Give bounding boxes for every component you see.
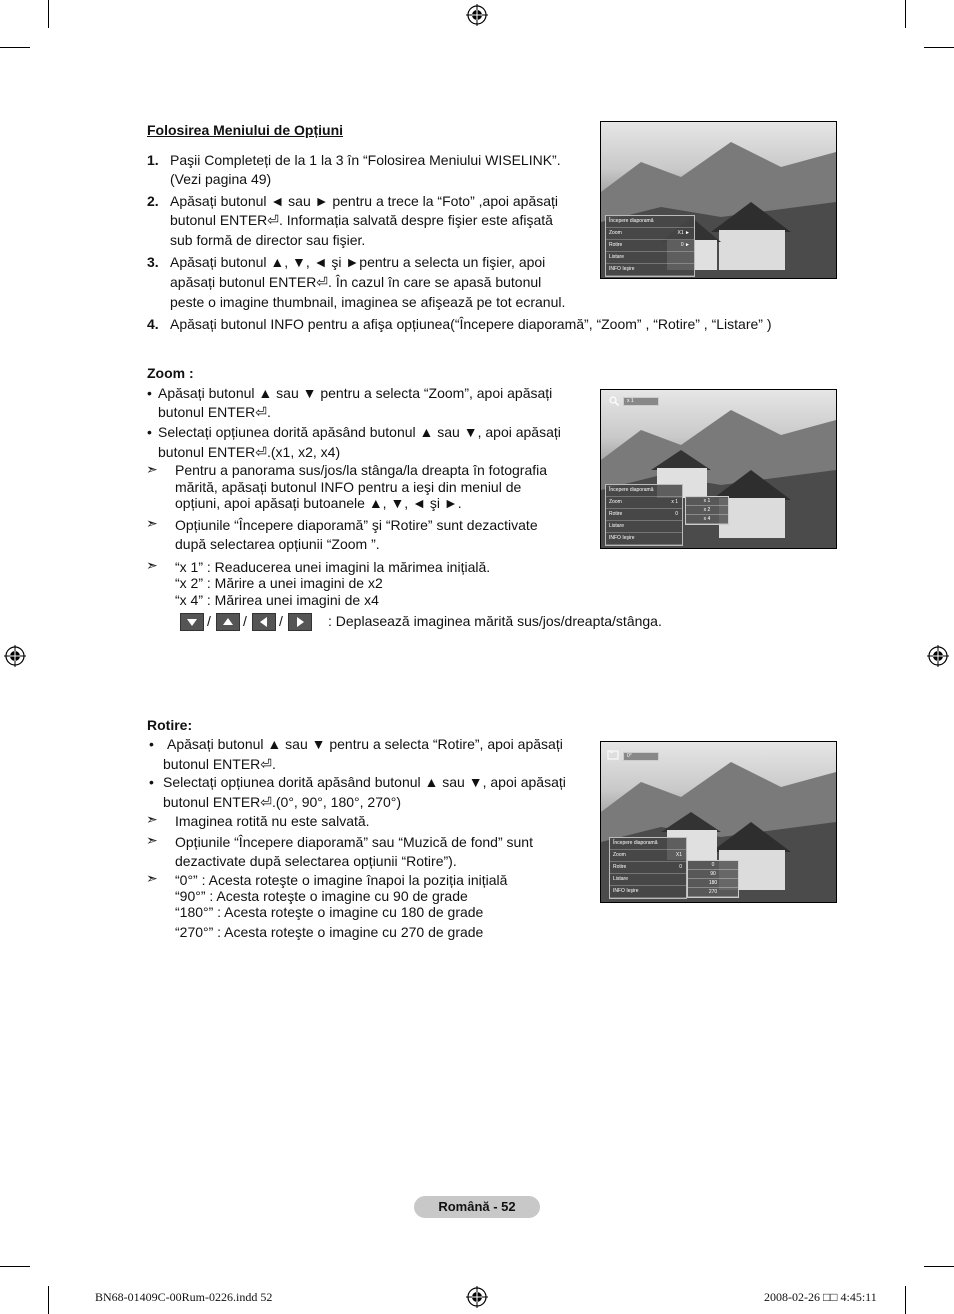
section-title: Folosirea Meniului de Opțiuni — [147, 122, 344, 138]
zoom-level-badge: x 1 — [623, 397, 659, 406]
submenu-option[interactable]: x 1 — [686, 497, 728, 506]
page-number-label: Română - 52 — [414, 1196, 540, 1218]
menu-item[interactable]: Rotire 0 — [606, 509, 682, 521]
rotire-note: Imaginea rotită nu este salvată. — [175, 813, 370, 829]
step-number: 4. — [147, 316, 159, 332]
bullet-dot: • — [147, 424, 152, 440]
menu-item[interactable]: Zoom x 1 — [606, 497, 682, 509]
rotire-note: dezactivate după selectarea opțiunii “Rotire”). — [175, 853, 457, 869]
step-text: Apăsați butonul ▲, ▼, ◄ şi ►pentru a selecta un fişier, apoi — [170, 254, 546, 270]
registration-mark-icon — [927, 645, 949, 667]
step-text: sub formă de director sau fişier. — [170, 232, 366, 248]
menu-item[interactable]: Listare — [606, 521, 682, 533]
tv-screenshot-rotate — [600, 741, 837, 903]
separator: / — [207, 613, 211, 629]
right-arrow-icon — [289, 614, 311, 630]
registration-mark-icon — [466, 1286, 488, 1308]
crop-mark — [0, 1266, 30, 1267]
step-text: Apăsați butonul INFO pentru a afişa opțiunea(“Începere diaporamă”, “Zoom” , “Rotire” , “Listare” ) — [170, 316, 772, 332]
step-text: (Vezi pagina 49) — [170, 171, 272, 187]
down-arrow-button — [180, 613, 204, 631]
crop-mark — [48, 0, 49, 28]
step-number: 1. — [147, 152, 159, 168]
submenu-option[interactable]: x 2 — [686, 506, 728, 515]
left-arrow-button — [252, 613, 276, 631]
menu-item[interactable]: Listare — [606, 252, 694, 264]
down-arrow-icon — [181, 614, 203, 630]
registration-mark-icon — [4, 645, 26, 667]
rotire-bullet: butonul ENTER⏎.(0°, 90°, 180°, 270°) — [163, 794, 402, 810]
up-arrow-icon — [217, 614, 239, 630]
menu-item[interactable]: Rotire 0 — [610, 862, 686, 874]
zoom-bullet: butonul ENTER⏎.(x1, x2, x4) — [158, 444, 341, 460]
menu-item[interactable]: Zoom X1 ► — [606, 228, 694, 240]
crop-mark — [0, 47, 30, 48]
arrows-caption: : Deplasează imaginea mărită sus/jos/dreapta/stânga. — [328, 613, 662, 629]
submenu-option[interactable]: 270 — [688, 888, 738, 897]
rotire-note: Opțiunile “Începere diaporamă” sau “Muzică de fond” sunt — [175, 834, 533, 850]
tv-screenshot-zoom — [600, 389, 837, 549]
zoom-note: mărită, apăsați butonul INFO pentru a ieşi din meniul de — [175, 479, 522, 495]
zoom-note: “x 4” : Mărirea unei imagini de x4 — [175, 592, 379, 608]
bullet-dot: • — [147, 385, 152, 401]
menu-item[interactable]: Listare — [610, 874, 686, 886]
menu-footer: INFO Ieşire — [606, 264, 694, 276]
rotate-submenu — [687, 860, 739, 898]
crop-mark — [48, 1286, 49, 1314]
zoom-submenu — [685, 496, 729, 525]
right-arrow-button — [288, 613, 312, 631]
zoom-bullet: Apăsați butonul ▲ sau ▼ pentru a selecta “Zoom”, apoi apăsați — [158, 385, 553, 401]
step-text: Paşii Completeți de la 1 la 3 în “Folosirea Meniului WISELINK”. — [170, 152, 561, 168]
menu-item[interactable]: Începere diaporamă — [606, 216, 694, 228]
zoom-note: “x 2” : Mărire a unei imagini de x2 — [175, 575, 383, 591]
separator: / — [243, 613, 247, 629]
crop-mark — [924, 47, 954, 48]
step-text: butonul ENTER⏎. Informația salvată despre fişier este afişată — [170, 212, 553, 228]
menu-item[interactable]: Începere diaporamă — [610, 838, 686, 850]
rotate-icon — [607, 750, 619, 760]
step-text: apăsați butonul ENTER⏎. În cazul în care se apasă butonul — [170, 274, 542, 290]
step-number: 3. — [147, 254, 159, 270]
footer-file-name: BN68-01409C-00Rum-0226.indd 52 — [95, 1290, 273, 1304]
zoom-bullet: Selectați opțiunea dorită apăsând butonul ▲ sau ▼, apoi apăsați — [158, 424, 561, 440]
step-text: peste o imagine thumbnail, imaginea se afişează pe tot ecranul. — [170, 294, 566, 310]
rotire-bullet: butonul ENTER⏎. — [163, 756, 276, 772]
note-arrow-icon: ➣ — [146, 832, 158, 848]
submenu-option[interactable]: x 4 — [686, 515, 728, 524]
bullet-dot: • — [149, 774, 154, 790]
zoom-note: după selectarea opțiunii “Zoom ”. — [175, 536, 380, 552]
rotire-note: “180°” : Acesta roteşte o imagine cu 180 de grade — [175, 904, 484, 920]
registration-mark-icon — [466, 4, 488, 26]
footer-timestamp: 2008-02-26 □□ 4:45:11 — [764, 1290, 877, 1304]
step-text: Apăsați butonul ◄ sau ► pentru a trece la “Foto” ,apoi apăsați — [170, 193, 559, 209]
options-menu — [605, 215, 695, 277]
zoom-note: opțiuni, apoi apăsați butoanele ▲, ▼, ◄ şi ►. — [175, 495, 462, 511]
zoom-magnifier-icon — [609, 396, 619, 406]
menu-item[interactable]: Rotire 0 ► — [606, 240, 694, 252]
zoom-note: Pentru a panorama sus/jos/la stânga/la dreapta în fotografia — [175, 462, 548, 478]
rotire-title: Rotire: — [147, 717, 193, 733]
menu-item[interactable]: Începere diaporamă — [606, 485, 682, 497]
tv-screenshot-options-menu — [600, 121, 837, 279]
rotation-badge: 0° — [623, 752, 659, 761]
step-number: 2. — [147, 193, 159, 209]
separator: / — [279, 613, 283, 629]
menu-footer: INFO Ieşire — [610, 886, 686, 898]
menu-footer: INFO Ieşire — [606, 533, 682, 545]
zoom-bullet: butonul ENTER⏎. — [158, 404, 271, 420]
note-arrow-icon: ➣ — [146, 461, 158, 477]
submenu-option[interactable]: 90 — [688, 870, 738, 879]
crop-mark — [924, 1266, 954, 1267]
bullet-dot: • — [149, 736, 154, 752]
options-menu — [609, 837, 687, 899]
note-arrow-icon: ➣ — [146, 557, 158, 573]
crop-mark — [905, 0, 906, 28]
note-arrow-icon: ➣ — [146, 811, 158, 827]
crop-mark — [905, 1286, 906, 1314]
submenu-option[interactable]: 0 — [688, 861, 738, 870]
note-arrow-icon: ➣ — [146, 870, 158, 886]
up-arrow-button — [216, 613, 240, 631]
rotire-bullet: Selectați opțiunea dorită apăsând butonul ▲ sau ▼, apoi apăsați — [163, 774, 566, 790]
left-arrow-icon — [253, 614, 275, 630]
menu-item[interactable]: Zoom X1 — [610, 850, 686, 862]
zoom-title: Zoom : — [147, 365, 194, 381]
submenu-option[interactable]: 180 — [688, 879, 738, 888]
zoom-note: “x 1” : Readucerea unei imagini la mărimea inițială. — [175, 559, 491, 575]
rotire-bullet: Apăsați butonul ▲ sau ▼ pentru a selecta “Rotire”, apoi apăsați — [167, 736, 563, 752]
note-arrow-icon: ➣ — [146, 515, 158, 531]
rotire-note: “90°” : Acesta roteşte o imagine cu 90 de grade — [175, 888, 468, 904]
options-menu — [605, 484, 683, 546]
rotire-note: “0°” : Acesta roteşte o imagine înapoi la poziția inițială — [175, 872, 508, 888]
rotire-note: “270°” : Acesta roteşte o imagine cu 270 de grade — [175, 924, 484, 940]
zoom-note: Opțiunile “Începere diaporamă” şi “Rotire” sunt dezactivate — [175, 517, 538, 533]
